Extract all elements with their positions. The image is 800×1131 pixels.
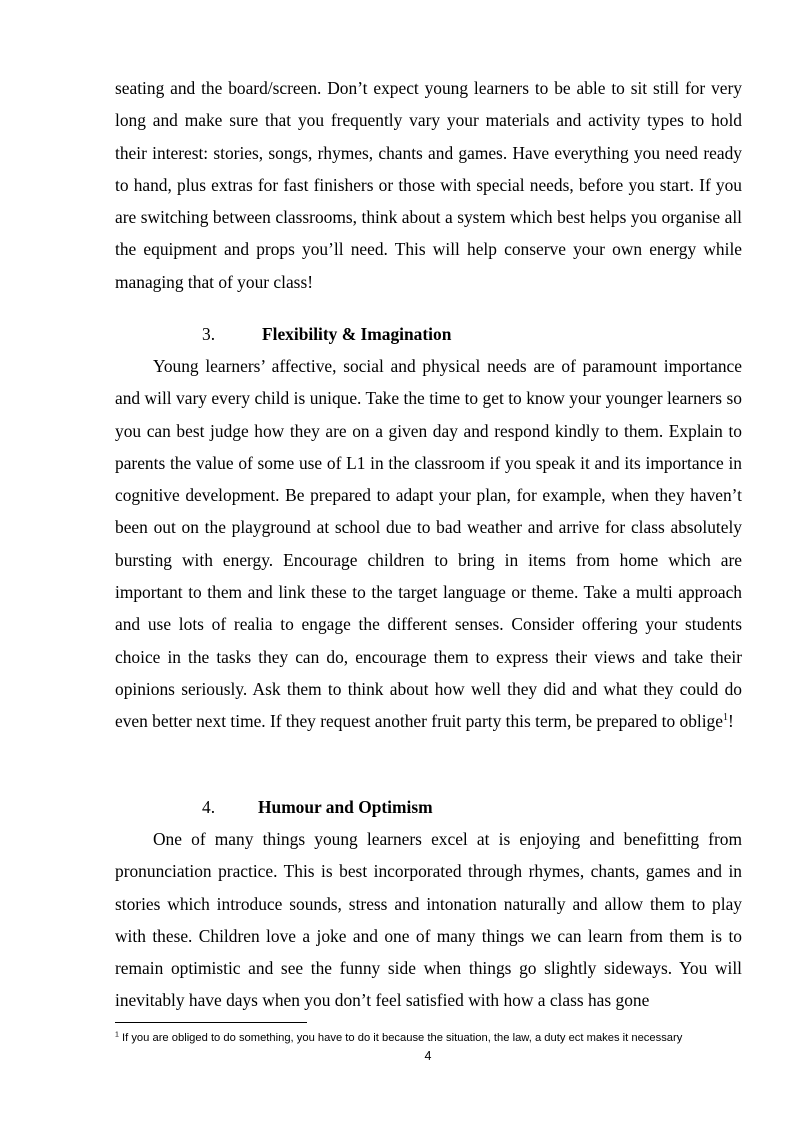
section-4-heading: Humour and Optimism bbox=[258, 797, 433, 817]
section-3-heading: Flexibility & Imagination bbox=[262, 324, 452, 344]
section-3-body bbox=[115, 350, 742, 738]
section-3-number: 3. bbox=[202, 324, 216, 344]
footnote-text: If you are obliged to do something, you have to do it because the situation, the law, a duty ect makes it necessary bbox=[118, 1032, 683, 1044]
section-4-body bbox=[115, 823, 742, 1017]
section-4-number: 4. bbox=[202, 797, 216, 817]
intro-paragraph: seating and the board/screen. Don’t expect young learners to be able to sit still for very long and make sure that you frequently vary your materials and activity types to hold their interest: stories, songs, rhymes, chants and games. Have everything you need ready to hand, plus extras for fast finishers or those with special needs, before you start. If you are switching between classrooms, think about a system which best helps you organise all the equipment and props you’ll need. This will help conserve your own energy while managing that of your class! bbox=[115, 78, 742, 292]
section-3-paragraph bbox=[115, 350, 742, 738]
footnote-separator bbox=[115, 1022, 307, 1023]
page-number: 4 bbox=[424, 1049, 432, 1063]
section-3-text-end: ! bbox=[727, 711, 734, 732]
section-4-paragraph: One of many things young learners excel at is enjoying and benefitting from pronunciation practice. This is best incorporated through rhymes, chants, games and in stories which introduce sounds, stress and intonation naturally and allow them to play with these. Children love a joke and one of many things we can learn from them is to remain optimistic and see the funny side when things go slightly sideways. You will inevitably have days when you don’t feel satisfied with how a class has gone bbox=[115, 829, 742, 1011]
section-3-text: Young learners’ affective, social and physical needs are of paramount importance and will vary every child is unique. Take the time to get to know your younger learners so you can best judge how they are on a given day and respond kindly to them. Explain to parents the value of some use of L1 in the classroom if you speak it and its importance in cognitive development. Be prepared to adapt your plan, for example, when they haven’t been out on the playground at school due to bad weather and arrive for class absolutely bursting with energy. Encourage children to bring in items from home which are important to them and link these to the target language or theme. Take a multi approach and use lots of realia to engage the different senses. Consider offering your students choice in the tasks they can do, encourage them to express their views and take their opinions seriously. Ask them to think about how well they did and what they could do even better next time. If they request another fruit party this term, be prepared to oblige bbox=[115, 356, 742, 732]
footnote-reference[interactable]: 1 bbox=[722, 712, 728, 724]
footnote bbox=[115, 1031, 755, 1045]
body-paragraph bbox=[115, 72, 742, 298]
footnote-marker: 1 bbox=[115, 1031, 119, 1039]
